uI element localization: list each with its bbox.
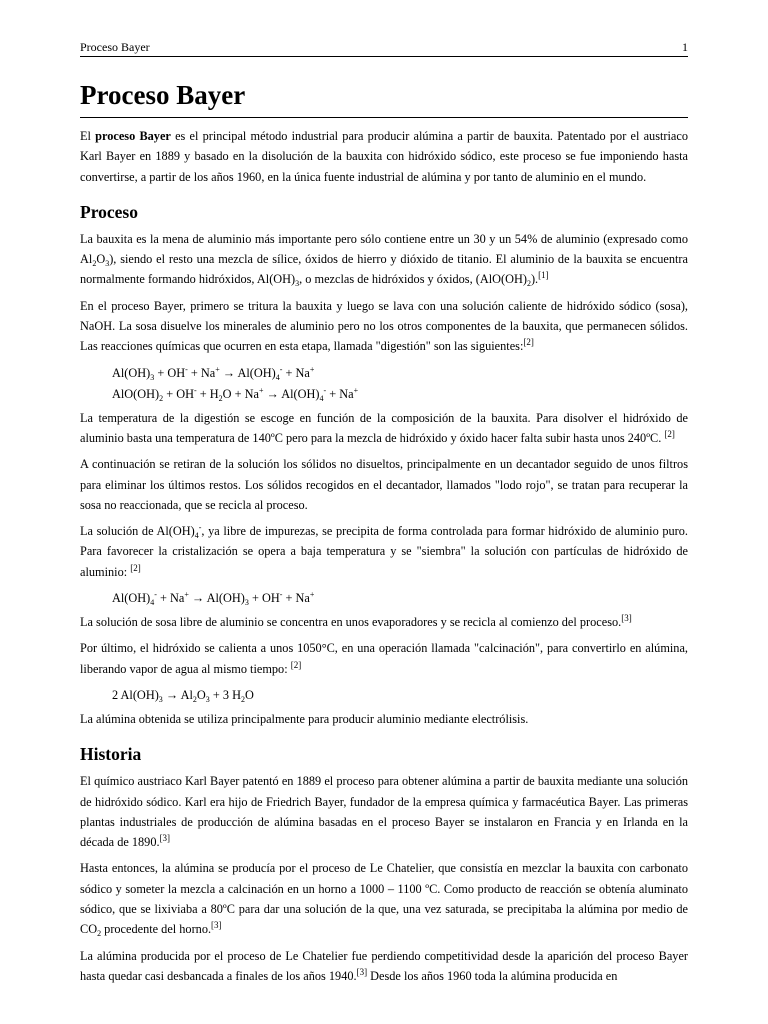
running-header <box>80 40 688 57</box>
reference-link[interactable]: [3] <box>356 966 368 977</box>
historia-paragraph-3: La alúmina producida por el proceso de Le Chatelier fue perdiendo competitividad desde la aparición del proceso Bayer hasta quedar casi desbancada a finales de los años 1940.[3] Desde los años 1960 toda la alúmina producida en <box>80 948 688 983</box>
reference-link[interactable]: [2] <box>290 659 302 670</box>
equation-1: $Al(OH)_3 + OH^- + Na^+ \to Al(OH)_4^- + Na^+$ <box>112 364 315 382</box>
proceso-paragraph-7: Por último, el hidróxido se calienta a unos 1050°C, en una operación llamada "calcinación", para convertirlo en alúmina, liberando vapor de agua al mismo tiempo: [2] <box>80 641 688 676</box>
article-body <box>80 126 688 992</box>
proceso-paragraph-1: La bauxita es la mena de aluminio más importante pero sólo contiene entre un 30 y un 54% de aluminio (expresado como $Al_2O_3$), siendo el resto una mezcla de sílice, óxidos de hierro y dióxido de titanio. El aluminio de la bauxita se encuentra normalmente formando hidróxidos, $Al(OH)_3$, o mezclas de hidróxidos y óxidos, $(AlO(OH)_2).[1]$ <box>80 231 688 289</box>
reference-link[interactable]: [2] <box>523 337 534 348</box>
reference-link[interactable]: [3] <box>211 920 222 931</box>
reference-link[interactable]: [3] <box>621 613 632 624</box>
reference-link[interactable]: [3] <box>159 833 171 844</box>
equation-2: $AlO(OH)_2 + OH^- + H_2O + Na^+ \to Al(OH)_4^- + Na^+$ <box>112 385 359 403</box>
intro-paragraph: El proceso Bayer es el principal método industrial para producir alúmina a partir de bauxita. Patentado por el austriaco Karl Bayer en 1889 y basado en la disolución de la bauxita con hidróxido sódico, este proceso se fue imponiendo hasta convertirse, a partir de los años 1960, en la única fuente industrial de alúmina y por tanto de aluminio en el mundo. <box>80 129 688 184</box>
reference-link[interactable]: [1] <box>538 270 549 281</box>
proceso-paragraph-2: En el proceso Bayer, primero se tritura la bauxita y luego se lava con una solución caliente de hidróxido sódico (sosa), NaOH. La sosa disuelve los minerales de aluminio pero no los otros componentes de la bauxita, que permanecen sólidos. Las reacciones químicas que ocurren en esta etapa, llamada "digestión" son las siguientes:[2] <box>80 298 688 354</box>
proceso-paragraph-3: La temperatura de la digestión se escoge en función de la composición de la bauxita. Para disolver el hidróxido de aluminio basta una temperatura de 140ºC pero para la mezcla de hidróxido y óxido hacer falta subir hasta unos 240ºC. [2] <box>80 410 688 445</box>
historia-paragraph-1: El químico austriaco Karl Bayer patentó en 1889 el proceso para obtener alúmina a partir de bauxita mediante una solución de hidróxido sódico. Karl era hijo de Friedrich Bayer, fundador de la empresa química y farmacéutica Bayer. Las primeras plantas industriales de producción de alúmina basadas en el proceso Bayer se instalaron en Francia y en Irlanda en la década de 1890.[3] <box>80 774 688 850</box>
section-heading-proceso: Proceso <box>80 201 138 222</box>
running-header-title: Proceso Bayer <box>80 40 150 54</box>
intro-bold-term: proceso Bayer <box>95 129 171 143</box>
page-number: 1 <box>682 40 688 54</box>
proceso-paragraph-8: La alúmina obtenida se utiliza principalmente para producir aluminio mediante electrólisis. <box>80 711 529 726</box>
section-heading-historia: Historia <box>80 744 142 765</box>
proceso-paragraph-6: La solución de sosa libre de aluminio se concentra en unos evaporadores y se recicla al comienzo del proceso.[3] <box>80 613 632 630</box>
proceso-paragraph-5: La solución de $Al(OH)_4^-$, ya libre de impurezas, se precipita de forma controlada para formar hidróxido de aluminio puro. Para favorecer la cristalización se opera a baja temperatura y se "siembra" la solución con partículas de hidróxido de aluminio: [2] <box>80 523 688 579</box>
page-title: Proceso Bayer <box>80 78 688 118</box>
proceso-paragraph-4: A continuación se retiran de la solución los sólidos no disueltos, principalmente en un decantador seguido de unos filtros para eliminar los últimos restos. Los sólidos recogidos en el decantador, llamados "lodo rojo", se tratan para recuperar la sosa no reaccionada, que se recicla al proceso. <box>80 457 688 512</box>
reference-link[interactable]: [2] <box>664 428 675 439</box>
equation-4: 2 $Al(OH)_3 \to Al_2O_3 + 3$ $H_2O$ <box>112 687 254 704</box>
reference-link[interactable]: [2] <box>130 562 141 573</box>
historia-paragraph-2: Hasta entonces, la alúmina se producía por el proceso de Le Chatelier, que consistía en mezclar la bauxita con carbonato sódico y someter la mezcla a calcinación en un horno a 1000 – 1100 ºC. Como producto de reacción se obtenía aluminato sódico, que se lixiviaba a 80ºC para dar una solución de la que, una vez saturada, se precipitaba la alúmina por medio de $CO_2$ procedente del horno.[3] <box>80 861 688 939</box>
equation-3: $Al(OH)_4^- + Na^+ \to Al(OH)_3 + OH^- + Na^+$ <box>112 590 315 608</box>
